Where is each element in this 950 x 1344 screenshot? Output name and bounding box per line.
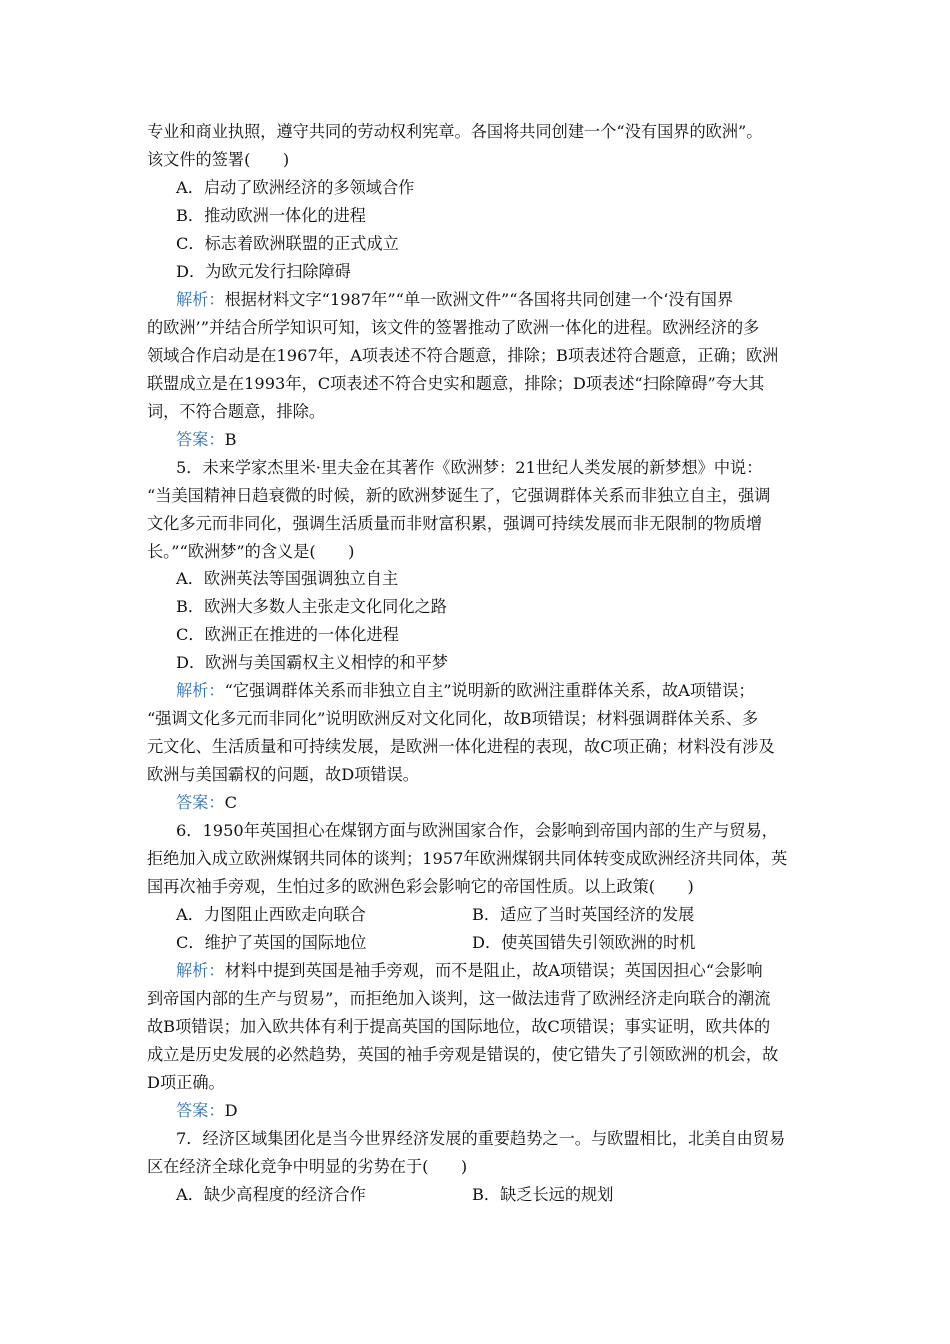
q6-analysis-line [176,960,763,982]
q5-analysis-line: “强调文化多元而非同化”说明欧洲反对文化同化，故B项错误；材料强调群体关系、多 [147,709,759,728]
q6-option-c: C．维护了英国的国际地位 [176,933,367,952]
q5-answer [176,792,237,814]
q4-stem-line: 该文件的签署( ) [147,150,290,169]
analysis-text: “它强调群体关系而非独立自主”说明新的欧洲注重群体关系，故A项错误； [224,681,755,700]
q4-stem-line: 专业和商业执照，遵守共同的劳动权利宪章。各国将共同创建一个“没有国界的欧洲”。 [147,122,763,141]
q4-option-a: A．启动了欧洲经济的多领域合作 [176,178,415,197]
q6-analysis-line: 故B项错误；加入欧共体有利于提高英国的国际地位，故C项错误；事实证明，欧共体的 [147,1017,771,1036]
analysis-text: 材料中提到英国是袖手旁观，而不是阻止，故A项错误；英国因担心“会影响 [224,961,763,980]
q7-option-b: B．缺乏长远的规划 [472,1185,614,1204]
q4-analysis-line [176,289,733,311]
q4-analysis-line: 联盟成立是在1993年，C项表述不符合史实和题意，排除；D项表述“扫除障碍”夸大其 [147,374,765,393]
q6-stem-line: 6．1950年英国担心在煤钢方面与欧洲国家合作，会影响到帝国内部的生产与贸易， [176,821,778,840]
answer-label: 答案： [176,430,225,449]
q6-option-d: D．使英国错失引领欧洲的时机 [472,933,696,952]
q4-option-c: C．标志着欧洲联盟的正式成立 [176,234,399,253]
q5-option-d: D．欧洲与美国霸权主义相悖的和平梦 [176,653,448,672]
q4-answer [176,429,236,451]
q4-option-d: D．为欧元发行扫除障碍 [176,262,351,281]
analysis-label: 解析： [176,961,225,980]
analysis-label: 解析： [176,681,225,700]
q5-analysis-line [176,680,755,702]
q6-analysis-line: 成立是历史发展的必然趋势，英国的袖手旁观是错误的，使它错失了引领欧洲的机会，故 [147,1045,779,1064]
q4-analysis-line: 词，不符合题意，排除。 [147,402,326,421]
answer-label: 答案： [176,1101,225,1120]
answer-value: C [224,793,237,812]
q6-option-b: B．适应了当时英国经济的发展 [472,905,695,924]
q7-option-a: A．缺少高程度的经济合作 [176,1185,366,1204]
q5-stem-line: “当美国精神日趋衰微的时候，新的欧洲梦诞生了，它强调群体关系而非独立自主，强调 [147,486,771,505]
q7-stem-line: 7．经济区域集团化是当今世界经济发展的重要趋势之一。与欧盟相比，北美自由贸易 [176,1129,786,1148]
q7-stem-line: 区在经济全球化竞争中明显的劣势在于( ) [147,1157,468,1176]
answer-label: 答案： [176,793,225,812]
analysis-label: 解析： [176,290,225,309]
q4-analysis-line: 领域合作启动是在1967年，A项表述不符合题意，排除；B项表述符合题意，正确；欧洲 [147,346,779,365]
q6-answer [176,1100,238,1122]
q4-analysis-line: 的欧洲’”并结合所学知识可知，该文件的签署推动了欧洲一体化的进程。欧洲经济的多 [147,318,760,337]
q6-stem-line: 国再次袖手旁观，生怕过多的欧洲色彩会影响它的帝国性质。以上政策( ) [147,877,694,896]
q5-stem-line: 5．未来学家杰里米·里夫金在其著作《欧洲梦：21世纪人类发展的新梦想》中说： [176,458,763,477]
analysis-text: 根据材料文字“1987年”“单一欧洲文件”“各国将共同创建一个‘没有国界 [224,290,734,309]
q4-option-b: B．推动欧洲一体化的进程 [176,206,366,225]
answer-value: B [224,430,237,449]
answer-value: D [224,1101,238,1120]
q5-option-a: A．欧洲英法等国强调独立自主 [176,569,399,588]
q5-analysis-line: 欧洲与美国霸权的问题，故D项错误。 [147,765,419,784]
q6-analysis-line: 到帝国内部的生产与贸易”，而拒绝加入谈判，这一做法违背了欧洲经济走向联合的潮流 [147,989,771,1008]
q6-analysis-line: D项正确。 [147,1073,225,1092]
q5-stem-line: 文化多元而非同化，强调生活质量而非财富积累，强调可持续发展而非无限制的物质增 [147,514,763,533]
q5-stem-line: 长。”“欧洲梦”的含义是( ) [147,542,355,561]
q5-option-c: C．欧洲正在推进的一体化进程 [176,625,399,644]
q6-option-a: A．力图阻止西欧走向联合 [176,905,366,924]
q5-option-b: B．欧洲大多数人主张走文化同化之路 [176,597,447,616]
q5-analysis-line: 元文化、生活质量和可持续发展，是欧洲一体化进程的表现，故C项正确；材料没有涉及 [147,737,775,756]
q6-stem-line: 拒绝加入成立欧洲煤钢共同体的谈判；1957年欧洲煤钢共同体转变成欧洲经济共同体，英 [147,849,788,868]
